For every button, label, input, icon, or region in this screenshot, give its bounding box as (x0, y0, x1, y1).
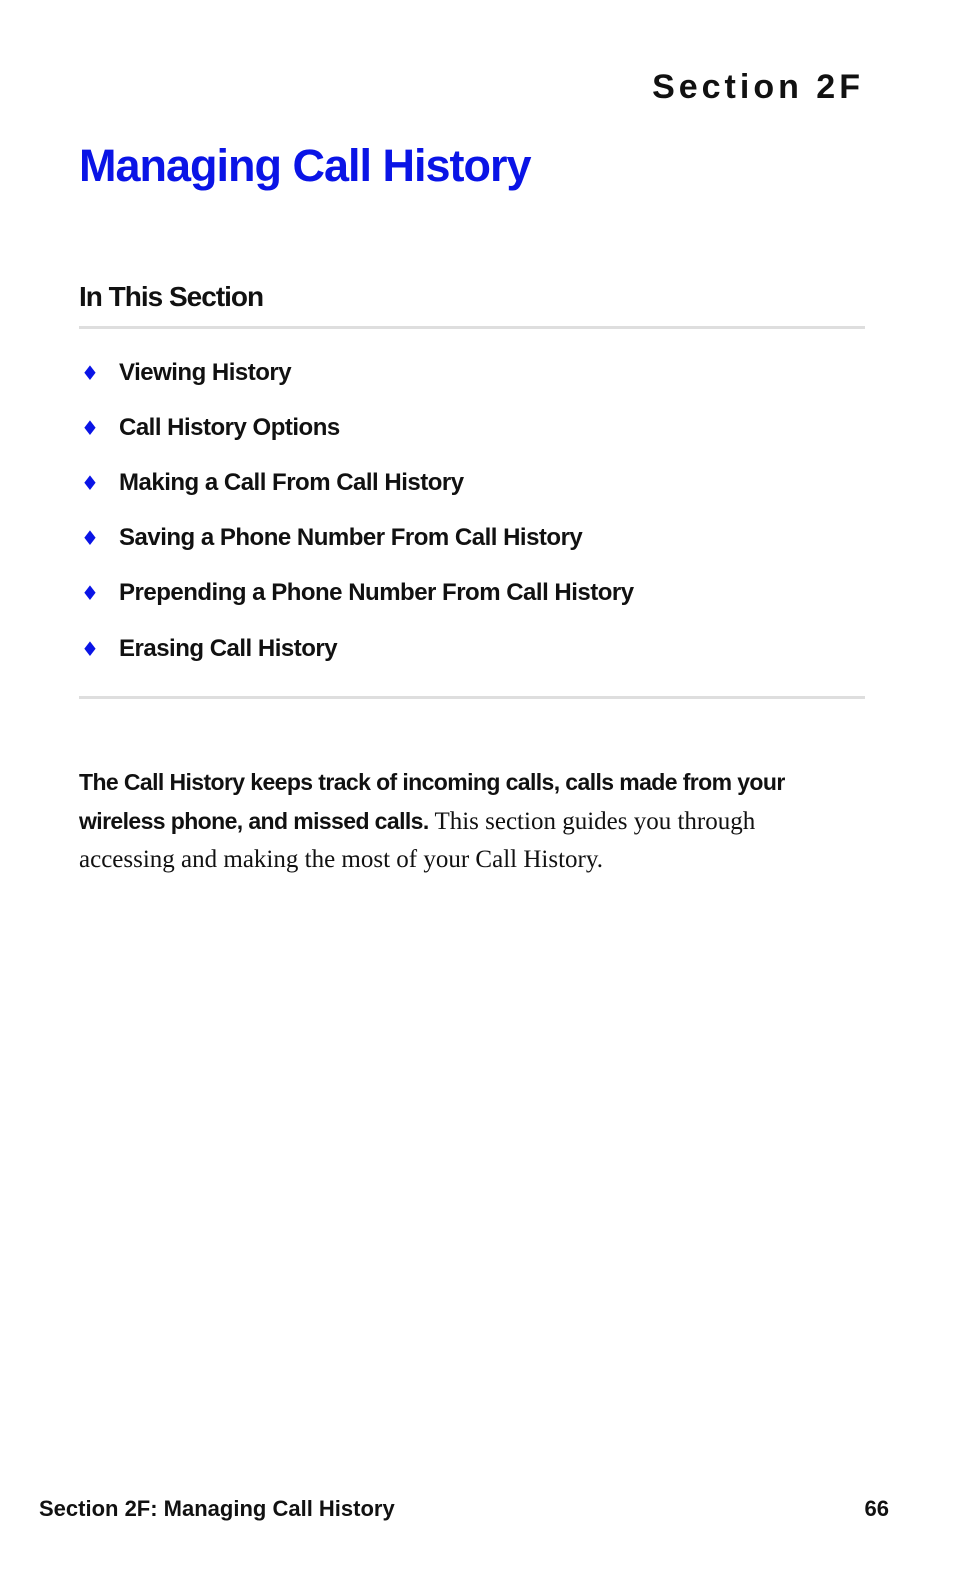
intro-body-text: This section guides you through accessing and making the most of your Call History. (79, 808, 756, 873)
toc-item-making-a-call[interactable] (79, 455, 634, 510)
toc-item-erasing-call-history[interactable] (79, 621, 634, 676)
toc-item-label: Erasing Call History (119, 634, 338, 662)
footer-section-title: Section 2F: Managing Call History (39, 1496, 395, 1521)
footer-page-number: 66 (864, 1496, 889, 1521)
intro-paragraph (79, 763, 839, 879)
toc-item-prepending-phone-number[interactable] (79, 566, 634, 621)
toc-item-label: Saving a Phone Number From Call History (119, 524, 583, 552)
page-title: Managing Call History (79, 140, 531, 191)
intro-lead-text: The Call History keeps track of incoming calls, calls made from your wireless phone, and missed calls. (79, 769, 785, 834)
diamond-bullet-icon: ♦ (81, 360, 99, 385)
toc-item-label: Call History Options (119, 413, 340, 441)
diamond-bullet-icon: ♦ (81, 581, 99, 606)
toc-list (79, 345, 634, 676)
toc-item-label: Prepending a Phone Number From Call History (119, 579, 634, 607)
toc-item-label: Viewing History (119, 358, 292, 386)
toc-item-saving-phone-number[interactable] (79, 511, 634, 566)
diamond-bullet-icon: ♦ (81, 636, 99, 661)
toc-heading: In This Section (79, 281, 264, 312)
toc-item-label: Making a Call From Call History (119, 468, 464, 496)
diamond-bullet-icon: ♦ (81, 526, 99, 551)
toc-item-viewing-history[interactable] (79, 345, 634, 400)
diamond-bullet-icon: ♦ (81, 470, 99, 495)
section-label: Section 2F (652, 68, 864, 106)
toc-top-divider (79, 326, 865, 329)
diamond-bullet-icon: ♦ (81, 415, 99, 440)
toc-item-call-history-options[interactable] (79, 400, 634, 455)
toc-bottom-divider (79, 696, 865, 699)
